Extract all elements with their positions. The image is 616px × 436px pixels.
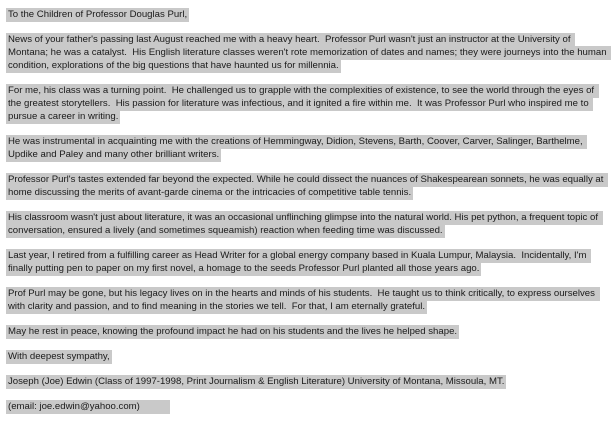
- email-line: [6, 400, 610, 413]
- paragraph-text: Last year, I retired from a fulfilling career as Head Writer for a global energy company based in Kuala Lumpur, Malaysia. Incidentally, I'm finally putting pen to paper on my first novel, a homage to the seeds Professor Purl planted all those years ago.: [8, 250, 590, 274]
- salutation-line: [6, 8, 610, 21]
- paragraph-rest-in-peace: [6, 325, 610, 338]
- paragraph-legacy: [6, 287, 610, 313]
- salutation-text: To the Children of Professor Douglas Purl,: [8, 9, 188, 20]
- paragraph-text: Prof Purl may be gone, but his legacy lives on in the hearts and minds of his students. He taught us to think critically, to express ourselves with clarity and passion, and to find meaning in the stories we tell. For that, I am eternally grateful.: [8, 288, 598, 312]
- paragraph-text: News of your father's passing last August reached me with a heavy heart. Professor Purl wasn't just an instructor at the University of Montana; he was a catalyst. His English literature classes weren't rote memorization of dates and names; they were journeys into the human condition, explorations of the big questions that have haunted us for millennia.: [8, 34, 610, 71]
- paragraph-writers: [6, 135, 610, 161]
- paragraph-classroom: [6, 211, 610, 237]
- signature-text: Joseph (Joe) Edwin (Class of 1997-1998, Print Journalism & English Literature) University of Montana, Missoula, MT.: [8, 376, 505, 387]
- paragraph-text: Professor Purl's tastes extended far beyond the expected. While he could dissect the nuances of Shakespearean sonnets, he was equally at home discussing the merits of avant-garde cinema or the intricacies of competitive table tennis.: [8, 174, 607, 198]
- paragraph-text: His classroom wasn't just about literature, it was an occasional unflinching glimpse into the natural world. His pet python, a frequent topic of conversation, ensured a lively (and sometimes squeamish) reaction when feeding time was discussed.: [8, 212, 601, 236]
- paragraph-text: May he rest in peace, knowing the profound impact he had on his students and the lives he helped shape.: [8, 326, 458, 337]
- letter-body: [6, 8, 610, 413]
- signature-line: [6, 375, 610, 388]
- paragraph-condolence: [6, 33, 610, 72]
- email-text: (email: joe.edwin@yahoo.com): [6, 400, 170, 414]
- paragraph-retirement: [6, 249, 610, 275]
- paragraph-text: He was instrumental in acquainting me with the creations of Hemmingway, Didion, Stevens, Barth, Coover, Carver, Salinger, Barthelme, Updike and Paley and many other brilliant writers.: [8, 136, 586, 160]
- paragraph-turning-point: [6, 84, 610, 123]
- closing-line: [6, 350, 610, 363]
- paragraph-text: For me, his class was a turning point. He challenged us to grapple with the complexities of existence, to see the world through the eyes of the greatest storytellers. His passion for literature was infectious, and it ignited a fire within me. It was Professor Purl who inspired me to pursue a career in writing.: [8, 85, 597, 122]
- paragraph-tastes: [6, 173, 610, 199]
- closing-text: With deepest sympathy,: [8, 351, 110, 362]
